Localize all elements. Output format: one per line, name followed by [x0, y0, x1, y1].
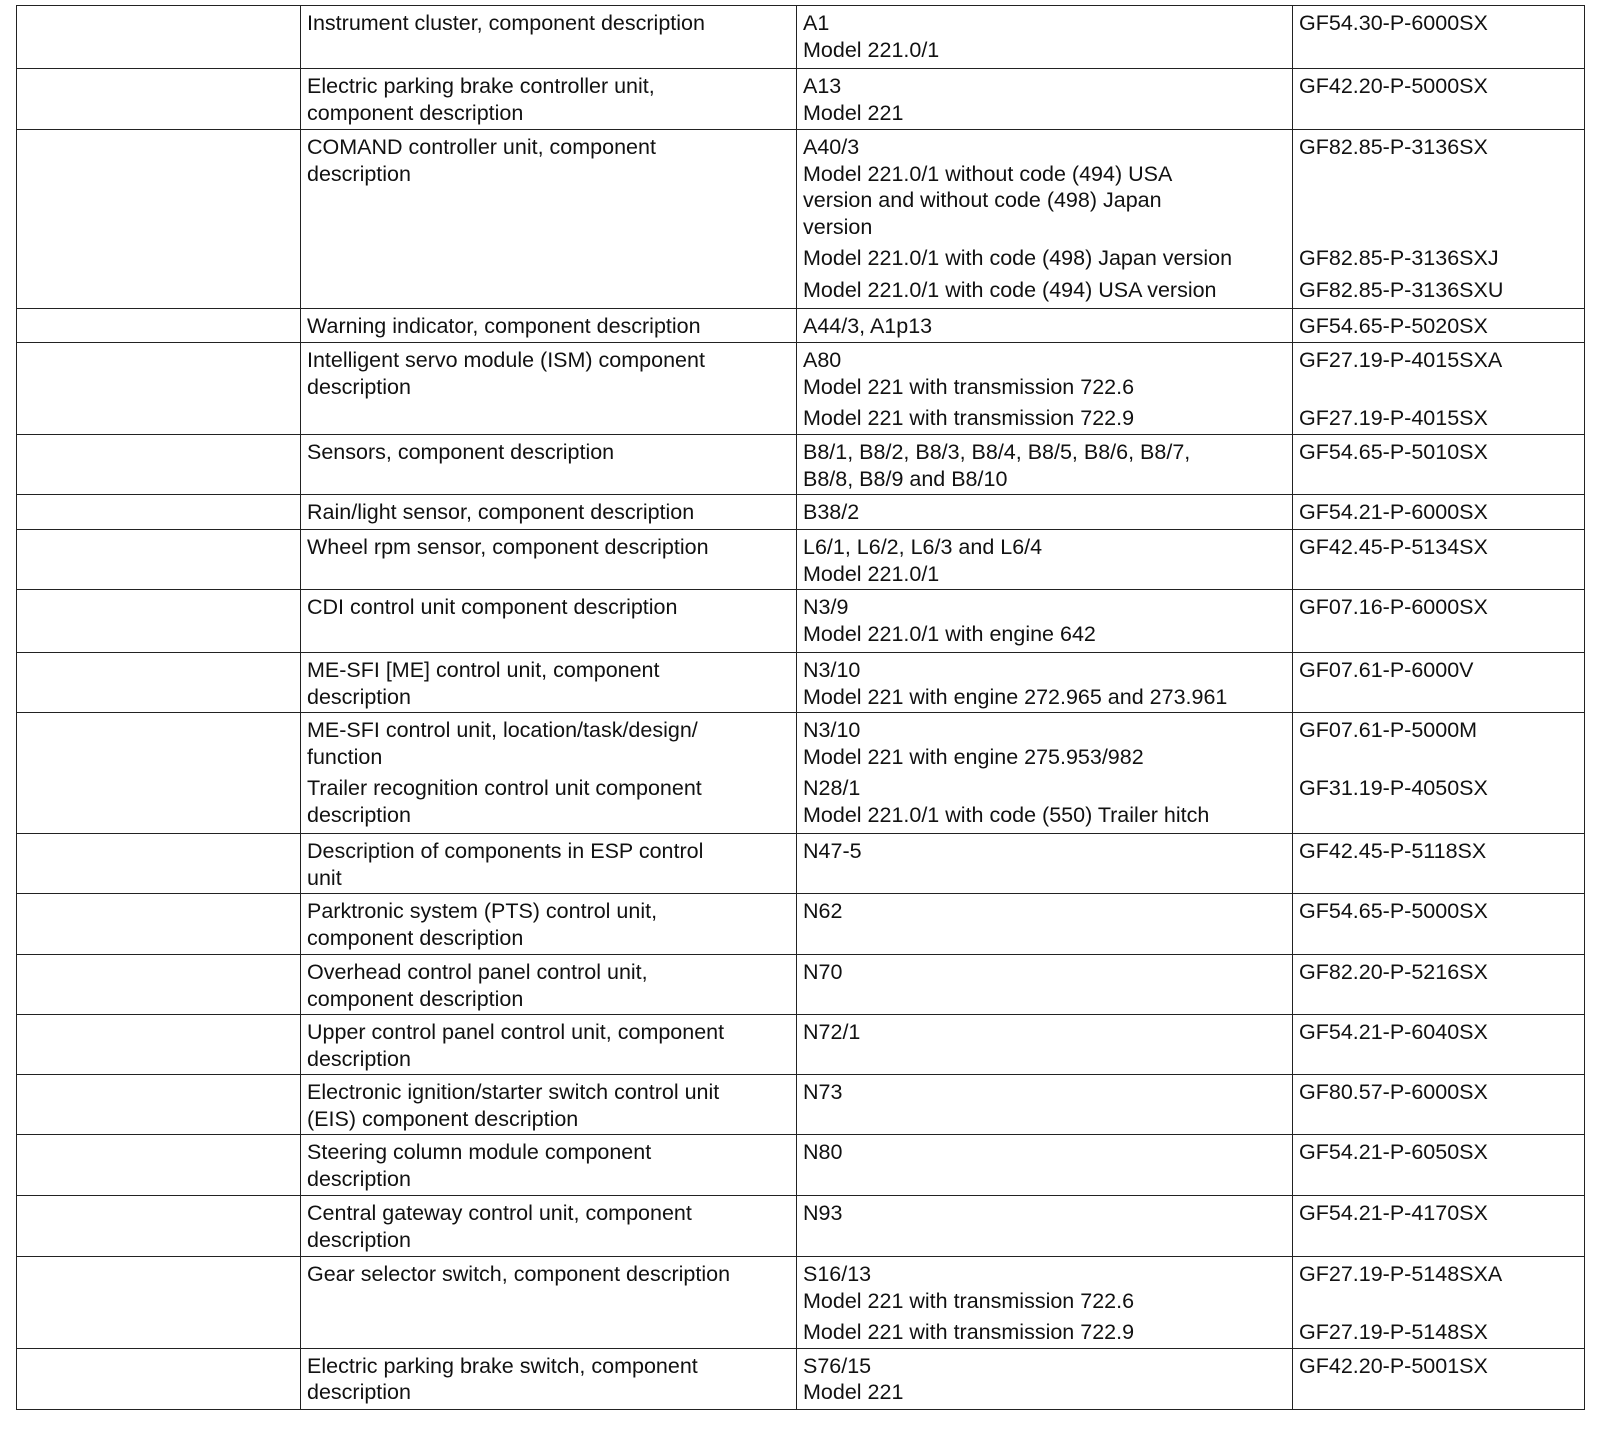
- component-line: Model 221.0/1 with code (494) USA version: [803, 277, 1217, 302]
- description-line: CDI control unit component description: [307, 595, 678, 619]
- document-number-cell: [1293, 495, 1585, 530]
- table-row: [17, 1348, 1585, 1409]
- description-line: description: [307, 1046, 411, 1071]
- description-line: description: [307, 1227, 411, 1252]
- component-line: N80: [803, 1140, 843, 1164]
- component-line: N73: [803, 1080, 843, 1104]
- table-row: [17, 1015, 1585, 1075]
- description-cell: [301, 1135, 797, 1196]
- component-line: Model 221.0/1: [803, 37, 940, 62]
- document-number-line: GF54.21-P-6000SX: [1299, 500, 1488, 524]
- description-line: component description: [307, 925, 524, 950]
- blank-cell: [17, 130, 301, 309]
- component-cell: [797, 713, 1293, 834]
- component-cell: [797, 834, 1293, 894]
- table-row: [17, 713, 1585, 834]
- blank-cell: [17, 1257, 301, 1349]
- blank-cell: [17, 590, 301, 653]
- document-number-line: GF54.21-P-4170SX: [1299, 1201, 1488, 1225]
- blank-cell: [17, 495, 301, 530]
- document-number-cell: [1293, 343, 1585, 435]
- document-number-line: GF07.61-P-5000M: [1299, 718, 1478, 742]
- component-line: N62: [803, 899, 843, 923]
- table-body: [17, 6, 1585, 1410]
- component-line: Model 221 with transmission 722.9: [803, 406, 1135, 430]
- component-line: B38/2: [803, 500, 860, 524]
- description-line: Central gateway control unit, component: [307, 1201, 692, 1225]
- blank-cell: [17, 1015, 301, 1075]
- component-cell: [797, 309, 1293, 343]
- component-cell: [797, 653, 1293, 713]
- component-line: N3/10: [803, 718, 861, 742]
- component-line: Model 221: [803, 1380, 904, 1404]
- description-cell: [301, 834, 797, 894]
- description-line: ME-SFI [ME] control unit, component: [307, 658, 660, 682]
- component-line: Model 221.0/1: [803, 561, 940, 586]
- component-line: N72/1: [803, 1020, 861, 1044]
- table-row: [17, 309, 1585, 343]
- blank-cell: [17, 1196, 301, 1257]
- component-line: Model 221 with transmission 722.9: [803, 1320, 1135, 1344]
- document-number-cell: [1293, 1196, 1585, 1257]
- description-cell: [301, 130, 797, 309]
- description-line: Upper control panel control unit, component: [307, 1020, 725, 1044]
- component-line: B8/1, B8/2, B8/3, B8/4, B8/5, B8/6, B8/7,: [803, 440, 1191, 464]
- description-line: ME-SFI control unit, location/task/design/: [307, 718, 698, 742]
- component-cell: [797, 1257, 1293, 1349]
- component-cell: [797, 343, 1293, 435]
- blank-cell: [17, 435, 301, 495]
- table-row: [17, 6, 1585, 69]
- component-line: N70: [803, 960, 843, 984]
- table-row: [17, 69, 1585, 130]
- document-number-line: GF27.19-P-5148SX: [1299, 1320, 1488, 1344]
- document-number-line: [1299, 744, 1578, 771]
- document-number-line: GF27.19-P-5148SXA: [1299, 1262, 1503, 1286]
- component-line: S76/15: [803, 1353, 872, 1378]
- component-cell: [797, 1135, 1293, 1196]
- description-cell: [301, 1196, 797, 1257]
- component-cell: [797, 1196, 1293, 1257]
- document-number-line: [1299, 1288, 1578, 1315]
- document-number-cell: [1293, 713, 1585, 834]
- document-number-line: GF07.61-P-6000V: [1299, 658, 1474, 682]
- description-line: Parktronic system (PTS) control unit,: [307, 899, 658, 923]
- description-line: function: [307, 744, 383, 769]
- component-cell: [797, 6, 1293, 69]
- table-row: [17, 653, 1585, 713]
- component-cell: [797, 1015, 1293, 1075]
- document-number-line: GF82.85-P-3136SXU: [1299, 277, 1504, 302]
- component-cell: [797, 1348, 1293, 1409]
- table-row: [17, 590, 1585, 653]
- component-line: S16/13: [803, 1262, 872, 1286]
- table-row: [17, 834, 1585, 894]
- component-line: Model 221.0/1 with code (550) Trailer hitch: [803, 802, 1210, 827]
- document-number-line: GF54.65-P-5020SX: [1299, 314, 1488, 338]
- document-number-cell: [1293, 955, 1585, 1015]
- description-cell: [301, 894, 797, 955]
- description-line: Overhead control panel control unit,: [307, 960, 648, 984]
- blank-cell: [17, 713, 301, 834]
- component-line: Model 221: [803, 100, 904, 125]
- document-number-cell: [1293, 1257, 1585, 1349]
- description-line: Intelligent servo module (ISM) component: [307, 348, 705, 372]
- document-number-line: GF82.20-P-5216SX: [1299, 960, 1488, 984]
- table-row: [17, 894, 1585, 955]
- description-line: unit: [307, 865, 342, 890]
- component-cell: [797, 435, 1293, 495]
- document-number-cell: [1293, 435, 1585, 495]
- description-line: Electronic ignition/starter switch control unit: [307, 1080, 720, 1104]
- description-cell: [301, 1075, 797, 1135]
- component-cell: [797, 1075, 1293, 1135]
- description-line: description: [307, 684, 411, 709]
- description-line: Rain/light sensor, component description: [307, 500, 695, 524]
- document-number-line: GF27.19-P-4015SXA: [1299, 348, 1503, 372]
- component-line: Model 221.0/1 with code (498) Japan version: [803, 246, 1233, 270]
- document-number-line: GF42.45-P-5118SX: [1299, 839, 1487, 863]
- document-number-cell: [1293, 6, 1585, 69]
- table-row: [17, 1135, 1585, 1196]
- document-number-line: GF54.21-P-6040SX: [1299, 1020, 1488, 1044]
- document-number-cell: [1293, 1135, 1585, 1196]
- table-row: [17, 1075, 1585, 1135]
- component-line: Model 221 with engine 275.953/982: [803, 744, 1144, 769]
- component-line: L6/1, L6/2, L6/3 and L6/4: [803, 535, 1043, 559]
- component-line: Model 221.0/1 without code (494) USA: [803, 161, 1173, 186]
- description-line: (EIS) component description: [307, 1106, 579, 1131]
- table-row: [17, 495, 1585, 530]
- document-number-cell: [1293, 653, 1585, 713]
- component-cell: [797, 894, 1293, 955]
- document-number-line: [1299, 214, 1578, 241]
- document-number-cell: [1293, 1348, 1585, 1409]
- table-row: [17, 1196, 1585, 1257]
- description-cell: [301, 1015, 797, 1075]
- component-line: N3/9: [803, 595, 849, 619]
- component-line: Model 221 with transmission 722.6: [803, 1288, 1135, 1313]
- description-cell: [301, 435, 797, 495]
- component-line: version: [803, 214, 873, 239]
- document-number-line: GF54.30-P-6000SX: [1299, 11, 1488, 35]
- document-number-line: GF82.85-P-3136SXJ: [1299, 246, 1499, 270]
- blank-cell: [17, 894, 301, 955]
- description-cell: [301, 309, 797, 343]
- component-line: A44/3, A1p13: [803, 314, 933, 338]
- table-row: [17, 435, 1585, 495]
- description-line: component description: [307, 986, 524, 1011]
- blank-cell: [17, 955, 301, 1015]
- component-cell: [797, 495, 1293, 530]
- component-line: A13: [803, 74, 842, 98]
- description-line: Instrument cluster, component description: [307, 11, 705, 35]
- component-line: version and without code (498) Japan: [803, 188, 1162, 212]
- blank-cell: [17, 69, 301, 130]
- description-line: Gear selector switch, component description: [307, 1262, 731, 1286]
- blank-cell: [17, 1135, 301, 1196]
- description-cell: [301, 590, 797, 653]
- document-number-line: GF27.19-P-4015SX: [1299, 406, 1488, 430]
- blank-cell: [17, 1348, 301, 1409]
- component-cell: [797, 69, 1293, 130]
- blank-cell: [17, 6, 301, 69]
- description-line: Electric parking brake controller unit,: [307, 74, 655, 98]
- document-number-line: GF82.85-P-3136SX: [1299, 135, 1488, 159]
- description-cell: [301, 955, 797, 1015]
- document-number-line: GF54.65-P-5010SX: [1299, 440, 1488, 464]
- component-line: A80: [803, 348, 842, 372]
- component-line: Model 221.0/1 with engine 642: [803, 621, 1096, 646]
- description-line: description: [307, 802, 411, 827]
- document-number-cell: [1293, 69, 1585, 130]
- document-number-cell: [1293, 530, 1585, 590]
- description-cell: [301, 6, 797, 69]
- description-cell: [301, 1348, 797, 1409]
- description-line: Steering column module component: [307, 1140, 652, 1164]
- document-number-cell: [1293, 1015, 1585, 1075]
- description-cell: [301, 530, 797, 590]
- description-line: Trailer recognition control unit component: [307, 776, 702, 800]
- blank-cell: [17, 834, 301, 894]
- component-line: N93: [803, 1201, 843, 1225]
- blank-cell: [17, 309, 301, 343]
- component-cell: [797, 530, 1293, 590]
- description-line: description: [307, 374, 411, 399]
- description-line: COMAND controller unit, component: [307, 135, 656, 159]
- component-line: Model 221 with engine 272.965 and 273.961: [803, 684, 1228, 709]
- table-row: [17, 343, 1585, 435]
- document-number-cell: [1293, 590, 1585, 653]
- description-line: Sensors, component description: [307, 440, 615, 464]
- component-line: N28/1: [803, 776, 861, 800]
- document-number-cell: [1293, 1075, 1585, 1135]
- description-line: Electric parking brake switch, component: [307, 1353, 698, 1378]
- table-row: [17, 530, 1585, 590]
- component-line: N3/10: [803, 658, 861, 682]
- description-line: description: [307, 1380, 411, 1404]
- document-number-line: GF54.21-P-6050SX: [1299, 1140, 1488, 1164]
- table-row: [17, 1257, 1585, 1349]
- description-cell: [301, 495, 797, 530]
- document-number-cell: [1293, 894, 1585, 955]
- document-number-line: [1299, 374, 1578, 401]
- description-cell: [301, 1257, 797, 1349]
- blank-cell: [17, 343, 301, 435]
- blank-cell: [17, 653, 301, 713]
- component-line: B8/8, B8/9 and B8/10: [803, 466, 1008, 491]
- blank-cell: [17, 530, 301, 590]
- document-number-line: [1299, 161, 1578, 188]
- description-cell: [301, 343, 797, 435]
- description-line: Description of components in ESP control: [307, 839, 704, 863]
- component-line: N47-5: [803, 839, 862, 863]
- component-line: A1: [803, 11, 830, 35]
- document-number-line: GF07.16-P-6000SX: [1299, 595, 1488, 619]
- document-number-line: [1299, 187, 1578, 214]
- component-reference-table: [16, 5, 1585, 1410]
- document-number-cell: [1293, 130, 1585, 309]
- component-cell: [797, 955, 1293, 1015]
- document-number-cell: [1293, 309, 1585, 343]
- description-line: component description: [307, 100, 524, 125]
- component-cell: [797, 130, 1293, 309]
- blank-cell: [17, 1075, 301, 1135]
- description-cell: [301, 713, 797, 834]
- document-number-line: GF42.45-P-5134SX: [1299, 535, 1488, 559]
- description-line: description: [307, 1166, 411, 1191]
- table-row: [17, 955, 1585, 1015]
- description-line: description: [307, 161, 411, 186]
- table-row: [17, 130, 1585, 309]
- document-number-line: GF80.57-P-6000SX: [1299, 1080, 1488, 1104]
- document-number-cell: [1293, 834, 1585, 894]
- description-cell: [301, 653, 797, 713]
- document-number-line: GF42.20-P-5000SX: [1299, 74, 1488, 98]
- description-cell: [301, 69, 797, 130]
- document-number-line: GF54.65-P-5000SX: [1299, 899, 1488, 923]
- description-line: Wheel rpm sensor, component description: [307, 535, 709, 559]
- document-number-line: GF42.20-P-5001SX: [1299, 1353, 1488, 1378]
- document-number-line: GF31.19-P-4050SX: [1299, 776, 1488, 800]
- description-line: Warning indicator, component description: [307, 314, 701, 338]
- component-cell: [797, 590, 1293, 653]
- component-line: Model 221 with transmission 722.6: [803, 374, 1135, 399]
- component-line: A40/3: [803, 135, 860, 159]
